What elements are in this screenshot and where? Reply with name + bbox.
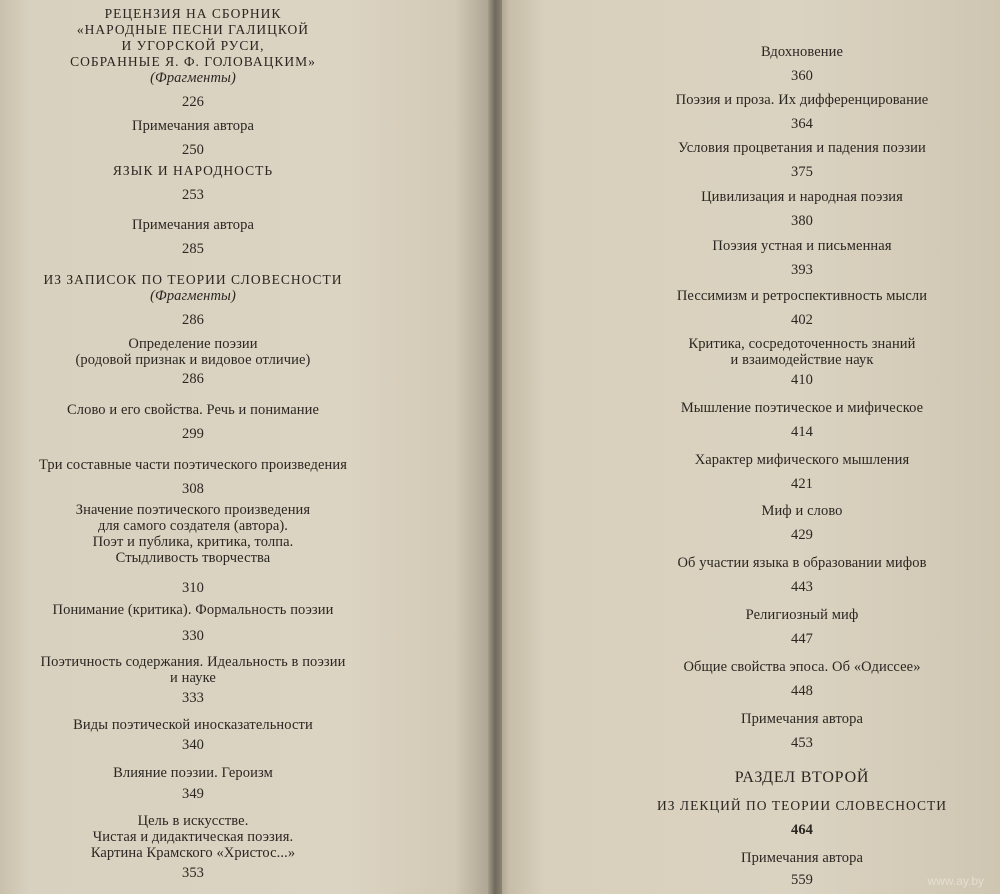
right-page: [494, 0, 1000, 894]
entry-title-line: Поэзия устная и письменная: [712, 238, 892, 254]
page-number: 253: [181, 187, 205, 203]
entry-title-line: Цель в искусстве.: [137, 813, 249, 829]
entry-title-line: СОБРАННЫЕ Я. Ф. ГОЛОВАЦКИМ»: [70, 54, 316, 69]
toc-entry: [644, 659, 960, 699]
toc-entry: [10, 813, 376, 881]
entry-title-line: ЯЗЫК И НАРОДНОСТЬ: [112, 163, 274, 178]
entry-title-line: Вдохновение: [760, 44, 844, 60]
page-number: 402: [790, 312, 814, 328]
entry-title-line: Условия процветания и падения поэзии: [678, 140, 926, 156]
entry-title-line: Об участии языка в образовании мифов: [677, 555, 927, 571]
entry-title-line: Картина Крамского «Христос...»: [90, 845, 296, 861]
toc-entry: [644, 189, 960, 229]
toc-entry: [644, 850, 960, 888]
entry-title-line: Характер мифического мышления: [694, 452, 910, 468]
page-number: 310: [181, 580, 205, 596]
page-number: 414: [790, 424, 814, 440]
page-number: 285: [181, 241, 205, 257]
entry-title-line: Слово и его свойства. Речь и понимание: [66, 402, 320, 418]
page-number: 299: [181, 426, 205, 442]
toc-entry: [644, 238, 960, 278]
page-number: 353: [181, 865, 205, 881]
page-number: 308: [181, 481, 205, 497]
entry-title-line: ИЗ ЛЕКЦИЙ ПО ТЕОРИИ СЛОВЕСНОСТИ: [657, 798, 947, 813]
entry-title-line: Виды поэтической иносказательности: [73, 717, 313, 733]
entry-title-line: Определение поэзии: [128, 336, 258, 352]
page-number: 360: [790, 68, 814, 84]
entry-title-line: (Фрагменты): [150, 70, 236, 86]
page-number: 349: [181, 786, 205, 802]
toc-entry: [10, 654, 376, 706]
watermark: www.ay.by: [927, 874, 984, 888]
entry-title-line: Общие свойства эпоса. Об «Одиссее»: [683, 659, 921, 675]
page-number: 393: [790, 262, 814, 278]
entry-title-line: Значение поэтического произведения: [75, 502, 311, 518]
toc-entry: [644, 503, 960, 543]
entry-title-line: (родовой признак и видовое отличие): [75, 352, 311, 368]
page-number: 447: [790, 631, 814, 647]
entry-title-line: Мышление поэтическое и мифическое: [680, 400, 924, 416]
toc-entry: [10, 6, 376, 110]
page-number: 429: [790, 527, 814, 543]
page-number: 443: [790, 579, 814, 595]
left-page: [0, 0, 494, 894]
toc-entry: [10, 163, 376, 203]
entry-title-line: Понимание (критика). Формальность поэзии: [52, 602, 334, 618]
entry-title-line: Влияние поэзии. Героизм: [113, 765, 273, 781]
entry-title-line: РАЗДЕЛ ВТОРОЙ: [734, 769, 870, 786]
entry-title-line: Пессимизм и ретроспективность мысли: [676, 288, 928, 304]
entry-title-line: Примечания автора: [132, 217, 254, 233]
entry-title-line: Критика, сосредоточенность знаний: [688, 336, 916, 352]
entry-title-line: «НАРОДНЫЕ ПЕСНИ ГАЛИЦКОЙ: [76, 22, 310, 37]
entry-title-line: и взаимодействие наук: [730, 352, 874, 368]
toc-entry: [10, 602, 376, 644]
page-number: 226: [181, 94, 205, 110]
toc-entry: [644, 711, 960, 751]
page-number: 250: [181, 142, 205, 158]
entry-title-line: (Фрагменты): [150, 288, 236, 304]
page-number: 286: [181, 312, 205, 328]
section-heading: [644, 770, 960, 786]
toc-entry: [10, 402, 376, 442]
entry-title-line: для самого создателя (автора).: [97, 518, 289, 534]
toc-entry: [10, 336, 376, 387]
entry-title-line: Цивилизация и народная поэзия: [701, 189, 903, 205]
book-gutter: [488, 0, 502, 894]
page-number: 421: [790, 476, 814, 492]
page-number: 333: [181, 690, 205, 706]
toc-entry: [10, 502, 376, 596]
page-number: 330: [181, 628, 205, 644]
toc-entry: [644, 288, 960, 328]
entry-title-line: Примечания автора: [741, 850, 863, 866]
page-number: 340: [181, 737, 205, 753]
entry-title-line: Поэт и публика, критика, толпа.: [92, 534, 294, 550]
page-number: 464: [790, 822, 814, 838]
entry-title-line: Поэтичность содержания. Идеальность в поэзии: [40, 654, 346, 670]
toc-entry: [644, 452, 960, 492]
entry-title-line: Примечания автора: [741, 711, 863, 727]
toc-entry: [10, 118, 376, 158]
toc-entry: [10, 717, 376, 753]
toc-entry: [10, 272, 376, 328]
toc-entry: [644, 555, 960, 595]
toc-entry: [644, 44, 960, 84]
page-number: 453: [790, 735, 814, 751]
entry-title-line: Миф и слово: [761, 503, 843, 519]
entry-title-line: и науке: [170, 670, 216, 686]
page-number: 410: [790, 372, 814, 388]
entry-title-line: Чистая и дидактическая поэзия.: [92, 829, 294, 845]
entry-title-line: Религиозный миф: [745, 607, 859, 623]
entry-title-line: Примечания автора: [132, 118, 254, 134]
page-number: 448: [790, 683, 814, 699]
page-number: 559: [790, 872, 814, 888]
toc-entry: [644, 607, 960, 647]
entry-title-line: РЕЦЕНЗИЯ НА СБОРНИК: [104, 6, 282, 21]
page-number: 364: [790, 116, 814, 132]
page-number: 286: [181, 371, 205, 387]
toc-entry: [10, 765, 376, 802]
entry-title-line: Три составные части поэтического произведения: [39, 457, 347, 473]
toc-entry: [644, 798, 960, 838]
page-number: 375: [790, 164, 814, 180]
toc-entry: [644, 140, 960, 180]
toc-entry: [644, 92, 960, 132]
entry-title-line: Стыдливость творчества: [115, 550, 271, 566]
toc-entry: [10, 217, 376, 257]
page-number: 380: [790, 213, 814, 229]
toc-entry: [10, 457, 376, 497]
toc-entry: [644, 400, 960, 440]
entry-title-line: Поэзия и проза. Их дифференцирование: [675, 92, 929, 108]
toc-entry: [644, 336, 960, 388]
entry-title-line: И УГОРСКОЙ РУСИ,: [121, 38, 265, 53]
entry-title-line: ИЗ ЗАПИСОК ПО ТЕОРИИ СЛОВЕСНОСТИ: [43, 272, 343, 287]
